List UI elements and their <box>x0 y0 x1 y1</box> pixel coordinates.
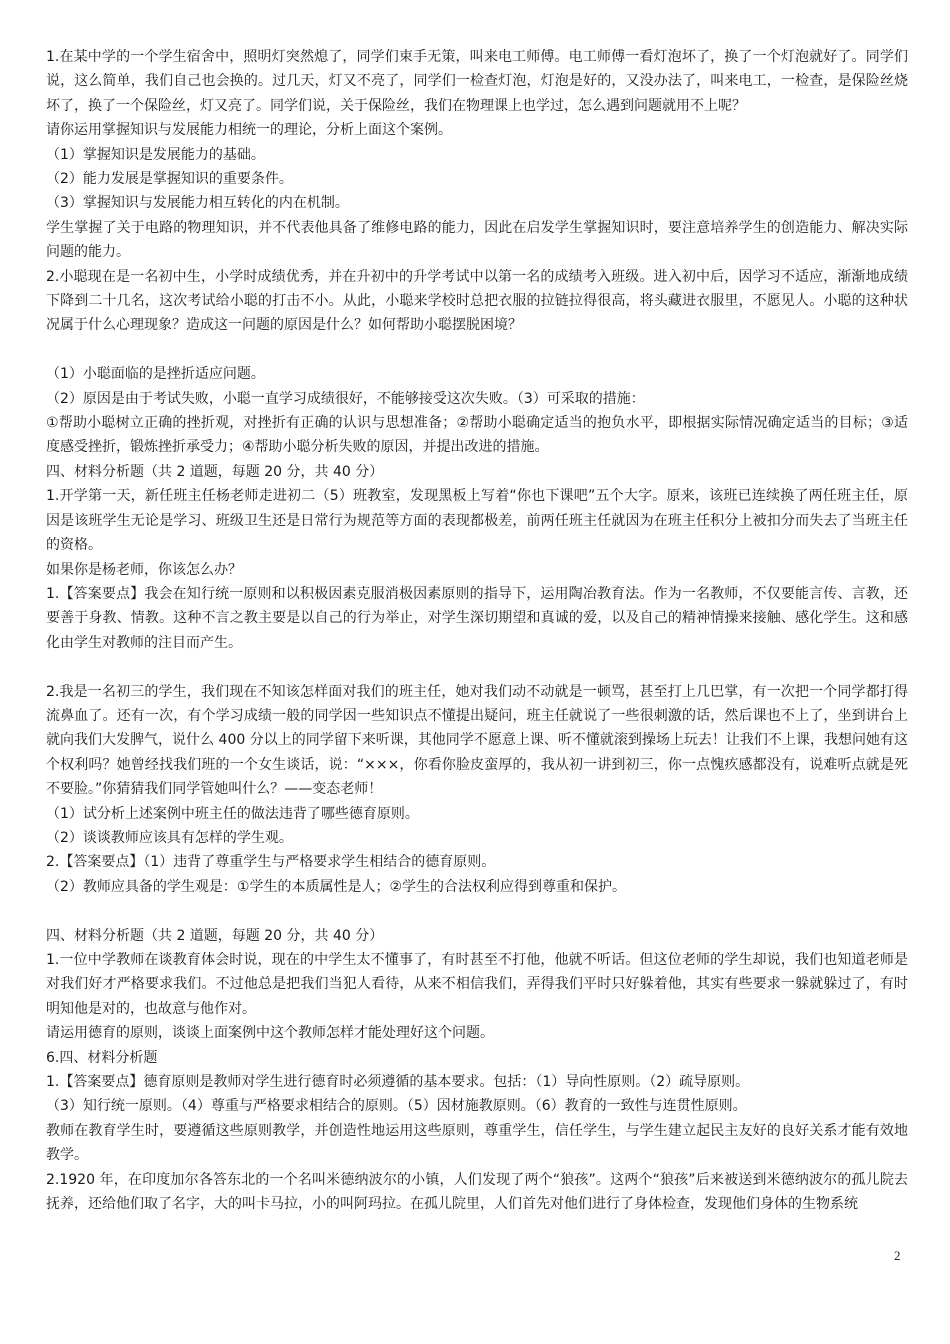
case-2-answer-1: （1）小聪面临的是挫折适应问题。 <box>46 366 265 383</box>
case-2-answer-2: （2）原因是由于考试失败，小聪一直学习成绩很好，不能够接受这次失败。（3）可采取的措施： <box>46 390 645 407</box>
material-1-answer: 1.【答案要点】我会在知行统一原则和以积极因素克服消极因素原则的指导下，运用陶冶教育法。作为一名教师，不仅要能言传、言教，还要善于身教、情教。这种不言之教主要是以自己的行为举止，对学生深切期望和真诚的爱，以及自己的精神情操来接触、感化学生。这和感化由学生对教师的注目而产生。 <box>46 585 908 651</box>
material-3-answer-1: 1.【答案要点】德育原则是教师对学生进行德育时必须遵循的基本要求。包括：（1）导向性原则。（2）疏导原则。 <box>46 1074 750 1091</box>
material-3-question: 1.一位中学教师在谈教育体会时说，现在的中学生太不懂事了，有时甚至不打他，他就不听话。但这位老师的学生却说，我们也知道老师是对我们好才严格要求我们。不过他总是把我们当犯人看待，从来不相信我们，弄得我们平时只好躲着他，其实有些要求一躲就躲过了，有时明知他是对的，也故意与他作对。 <box>46 951 908 1017</box>
case-2-question: 2.小聪现在是一名初中生，小学时成绩优秀，并在升初中的升学考试中以第一名的成绩考入班级。进入初中后，因学习不适应，渐渐地成绩下降到二十几名，这次考试给小聪的打击不小。从此，小聪来学校时总把衣服的拉链拉得很高，将头藏进衣服里，不愿见人。小聪的这种状况属于什么心理现象？造成这一问题的原因是什么？如何帮助小聪摆脱困境？ <box>46 268 908 334</box>
document-body <box>46 45 908 1216</box>
material-3-answer-3: 教师在教育学生时，要遵循这些原则教学，并创造性地运用这些原则，尊重学生，信任学生，与学生建立起民主友好的良好关系才能有效地教学。 <box>46 1122 908 1164</box>
blank-line <box>46 655 908 679</box>
blank-line <box>46 899 908 923</box>
answer-section-heading: 6.四、材料分析题 <box>46 1049 158 1066</box>
material-2-prompt-1: （1）试分析上述案例中班主任的做法违背了哪些德育原则。 <box>46 805 419 822</box>
section-heading: 四、材料分析题（共 2 道题，每题 20 分，共 40 分） <box>46 463 384 480</box>
case-1-point-1: （1）掌握知识是发展能力的基础。 <box>46 146 265 163</box>
material-2-answer-1: 2.【答案要点】（1）违背了尊重学生与严格要求学生相结合的德育原则。 <box>46 854 496 871</box>
material-3-prompt: 请运用德育的原则，谈谈上面案例中这个教师怎样才能处理好这个问题。 <box>46 1025 494 1042</box>
material-1-prompt: 如果你是杨老师，你该怎么办？ <box>46 561 242 578</box>
section-heading: 四、材料分析题（共 2 道题，每题 20 分，共 40 分） <box>46 927 384 944</box>
case-1-point-2: （2）能力发展是掌握知识的重要条件。 <box>46 171 293 188</box>
material-2-answer-2: （2）教师应具备的学生观是：①学生的本质属性是人；②学生的合法权利应得到尊重和保护。 <box>46 878 627 895</box>
material-3-answer-2: （3）知行统一原则。（4）尊重与严格要求相结合的原则。（5）因材施教原则。（6）教育的一致性与连贯性原则。 <box>46 1098 747 1115</box>
material-2-prompt-2: （2）谈谈教师应该具有怎样的学生观。 <box>46 829 293 846</box>
case-1-question: 1.在某中学的一个学生宿舍中，照明灯突然熄了，同学们束手无策，叫来电工师傅。电工师傅一看灯泡坏了，换了一个灯泡就好了。同学们说，这么简单，我们自己也会换的。过几天，灯又不亮了，同学们一检查灯泡，灯泡是好的，又没办法了，叫来电工，一检查，是保险丝烧坏了，换了一个保险丝，灯又亮了。同学们说，关于保险丝，我们在物理课上也学过，怎么遇到问题就用不上呢？ <box>46 49 908 114</box>
case-1-prompt: 请你运用掌握知识与发展能力相统一的理论，分析上面这个案例。 <box>46 122 452 139</box>
case-2-measures: ①帮助小聪树立正确的挫折观，对挫折有正确的认识与思想准备；②帮助小聪确定适当的抱负水平，即根据实际情况确定适当的目标；③适度感受挫折，锻炼挫折承受力；④帮助小聪分析失败的原因，并提出改进的措施。 <box>46 415 908 456</box>
case-1-point-3: （3）掌握知识与发展能力相互转化的内在机制。 <box>46 195 349 212</box>
material-2-question: 2.我是一名初三的学生，我们现在不知该怎样面对我们的班主任，她对我们动不动就是一顿骂，甚至打上几巴掌，有一次把一个同学都打得流鼻血了。还有一次，有个学习成绩一般的同学因一些知识点不懂提出疑问，班主任就说了一些很刺激的话，然后课也不上了，坐到讲台上就向我们大发脾气，说什么 400 分以上的同学留下来听课，其他同学不愿意上课、听不懂就滚到操场上玩去！让我们不上课，我想问她有这个权利吗？她曾经找我们班的一个女生谈话，说：“×××，你看你脸皮蛮厚的，我从初一讲到初三，你一点愧疚感都没有，说难听点就是死不要脸。”你猜猜我们同学管她叫什么？——变态老师！ <box>46 683 908 798</box>
case-1-conclusion: 学生掌握了关于电路的物理知识，并不代表他具备了维修电路的能力，因此在启发学生掌握知识时，要注意培养学生的创造能力、解决实际问题的能力。 <box>46 219 908 261</box>
material-1-question: 1.开学第一天，新任班主任杨老师走进初二（5）班教室，发现黑板上写着“你也下课吧”五个大字。原来，该班已连续换了两任班主任，原因是该班学生无论是学习、班级卫生还是日常行为规范等方面的表现都极差，前两任班主任就因为在班主任积分上被扣分而失去了当班主任的资格。 <box>46 488 908 554</box>
material-4-question: 2.1920 年，在印度加尔各答东北的一个名叫米德纳波尔的小镇，人们发现了两个“狼孩”。这两个“狼孩”后来被送到米德纳波尔的孤儿院去抚养，还给他们取了名字，大的叫卡马拉，小的叫阿玛拉。在孤儿院里，人们首先对他们进行了身体检查，发现他们身体的生物系统 <box>46 1171 908 1213</box>
blank-line <box>46 338 908 362</box>
page-number: 2 <box>894 1248 901 1263</box>
